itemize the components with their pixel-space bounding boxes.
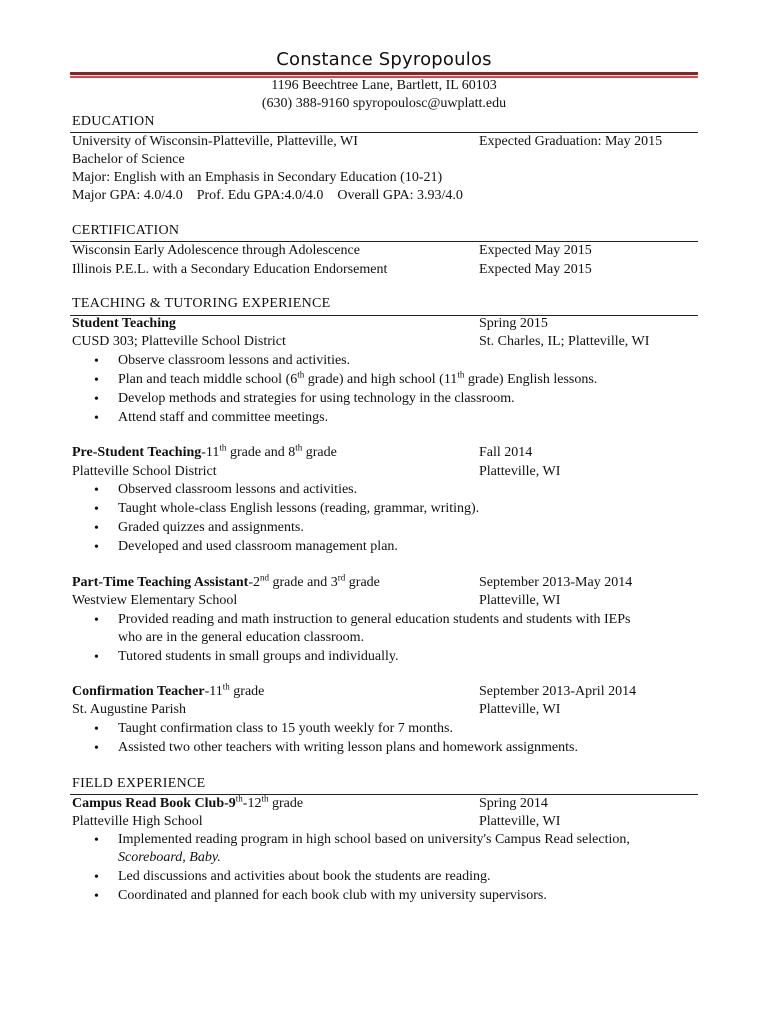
job-bullet: Tutored students in small groups and individually. [118,649,399,664]
job-org: Platteville School District [72,464,217,479]
education-heading: EDUCATION [72,114,155,129]
job-bullet: Developed and used classroom management plan. [118,539,398,554]
job-bullet: Taught confirmation class to 15 youth weekly for 7 months. [118,721,453,736]
education-major: Major: English with an Emphasis in Secondary Education (10-21) [72,170,443,185]
certification-name: Illinois P.E.L. with a Secondary Education Endorsement [72,262,388,277]
job-date: September 2013-May 2014 [479,575,633,590]
bullet-icon: • [94,722,99,737]
education-gpa: Major GPA: 4.0/4.0 Prof. Edu GPA:4.0/4.0 Overall GPA: 3.93/4.0 [72,188,463,203]
bullet-icon: • [94,833,99,848]
bullet-icon: • [94,392,99,407]
certification-heading: CERTIFICATION [72,223,180,238]
bullet-icon: • [94,373,99,388]
bullet-icon: • [94,870,99,885]
job-bullet: Provided reading and math instruction to general education students and students with IEPs [118,612,631,627]
job-bullet: Observe classroom lessons and activities. [118,353,351,368]
certification-date: Expected May 2015 [479,262,592,277]
bullet-icon: • [94,411,99,426]
bullet-icon: • [94,521,99,536]
education-graduation: Expected Graduation: May 2015 [479,134,663,149]
job-bullet: Assisted two other teachers with writing lesson plans and homework assignments. [118,740,578,755]
candidate-name: Constance Spyropoulos [276,49,492,70]
bullet-icon: • [94,613,99,628]
field-heading: FIELD EXPERIENCE [72,776,206,791]
job-bullet: Plan and teach middle school (6th grade) and high school (11th grade) English lessons. [118,369,598,387]
job-location: Platteville, WI [479,464,561,479]
bullet-icon: • [94,540,99,555]
job-date: September 2013-April 2014 [479,684,637,699]
job-bullet: Taught whole-class English lessons (reading, grammar, writing). [118,501,480,516]
certification-date: Expected May 2015 [479,243,592,258]
job-location: St. Charles, IL; Platteville, WI [479,334,650,349]
field-location: Platteville, WI [479,814,561,829]
certification-rule [70,241,698,242]
education-rule [70,132,698,133]
bullet-icon: • [94,889,99,904]
education-school: University of Wisconsin-Platteville, Platteville, WI [72,134,358,149]
field-org: Platteville High School [72,814,203,829]
job-org: St. Augustine Parish [72,702,186,717]
bullet-icon: • [94,483,99,498]
job-date: Fall 2014 [479,445,533,460]
job-bullet: Observed classroom lessons and activities. [118,482,358,497]
job-heading: Confirmation Teacher-11th grade [72,681,265,699]
field-bullet: Led discussions and activities about book the students are reading. [118,869,491,884]
job-location: Platteville, WI [479,702,561,717]
job-bullet: Graded quizzes and assignments. [118,520,304,535]
field-bullet: Coordinated and planned for each book club with my university supervisors. [118,888,547,903]
bullet-icon: • [94,502,99,517]
education-degree: Bachelor of Science [72,152,185,167]
teaching-heading: TEACHING & TUTORING EXPERIENCE [72,296,331,311]
bullet-icon: • [94,650,99,665]
field-rule [70,794,698,795]
field-date: Spring 2014 [479,796,548,811]
job-heading: Part-Time Teaching Assistant-2nd grade and 3rd grade [72,572,380,590]
job-location: Platteville, WI [479,593,561,608]
address: 1196 Beechtree Lane, Bartlett, IL 60103 [271,78,497,93]
bullet-icon: • [94,354,99,369]
job-bullet: Attend staff and committee meetings. [118,410,329,425]
job-bullet: Develop methods and strategies for using technology in the classroom. [118,391,515,406]
job-title: Student Teaching [72,316,176,331]
header-rule-dark [70,72,698,75]
job-org: Westview Elementary School [72,593,238,608]
job-bullet-continued: who are in the general education classroom. [118,630,365,645]
field-bullet-continued: Scoreboard, Baby. [118,850,221,865]
job-org: CUSD 303; Platteville School District [72,334,286,349]
job-date: Spring 2015 [479,316,548,331]
certification-name: Wisconsin Early Adolescence through Adolescence [72,243,360,258]
field-job-heading: Campus Read Book Club-9th-12th grade [72,793,304,811]
phone-email: (630) 388-9160 spyropoulosc@uwplatt.edu [261,96,507,111]
field-bullet: Implemented reading program in high school based on university's Campus Read selection, [118,832,630,847]
bullet-icon: • [94,741,99,756]
job-heading: Pre-Student Teaching-11th grade and 8th grade [72,442,337,460]
